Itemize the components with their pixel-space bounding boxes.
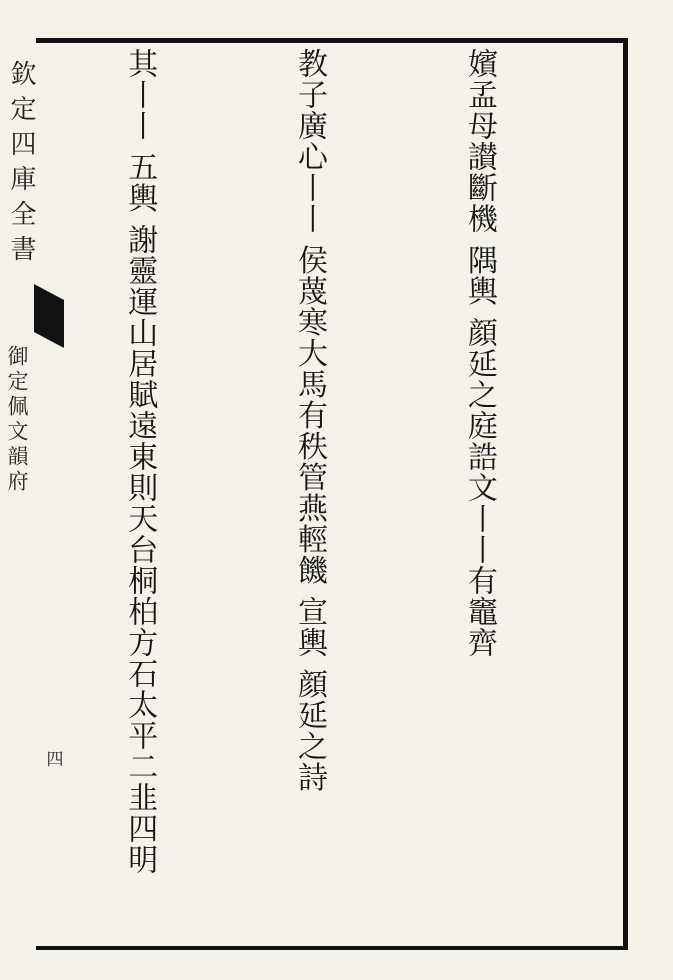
book-title: 御定佩文韻府 bbox=[5, 345, 29, 495]
text-column: 教子廣心丨丨 侯蔑寒大馬有秩管燕輕饑 宣輿 顔延之詩 bbox=[292, 48, 328, 793]
text-column: 嬪孟母讃斷機 隅輿 顔延之庭誥文丨丨有竈齊 bbox=[461, 48, 497, 659]
page-body bbox=[54, 48, 620, 933]
book-spine bbox=[0, 0, 64, 980]
page-number: 四 bbox=[46, 750, 64, 770]
text-column: 其丨丨 五輿 謝靈運山居賦遠東則天台桐柏方石太平二韭四明 bbox=[122, 48, 158, 876]
collection-title: 欽定四庫全書 bbox=[6, 60, 36, 270]
